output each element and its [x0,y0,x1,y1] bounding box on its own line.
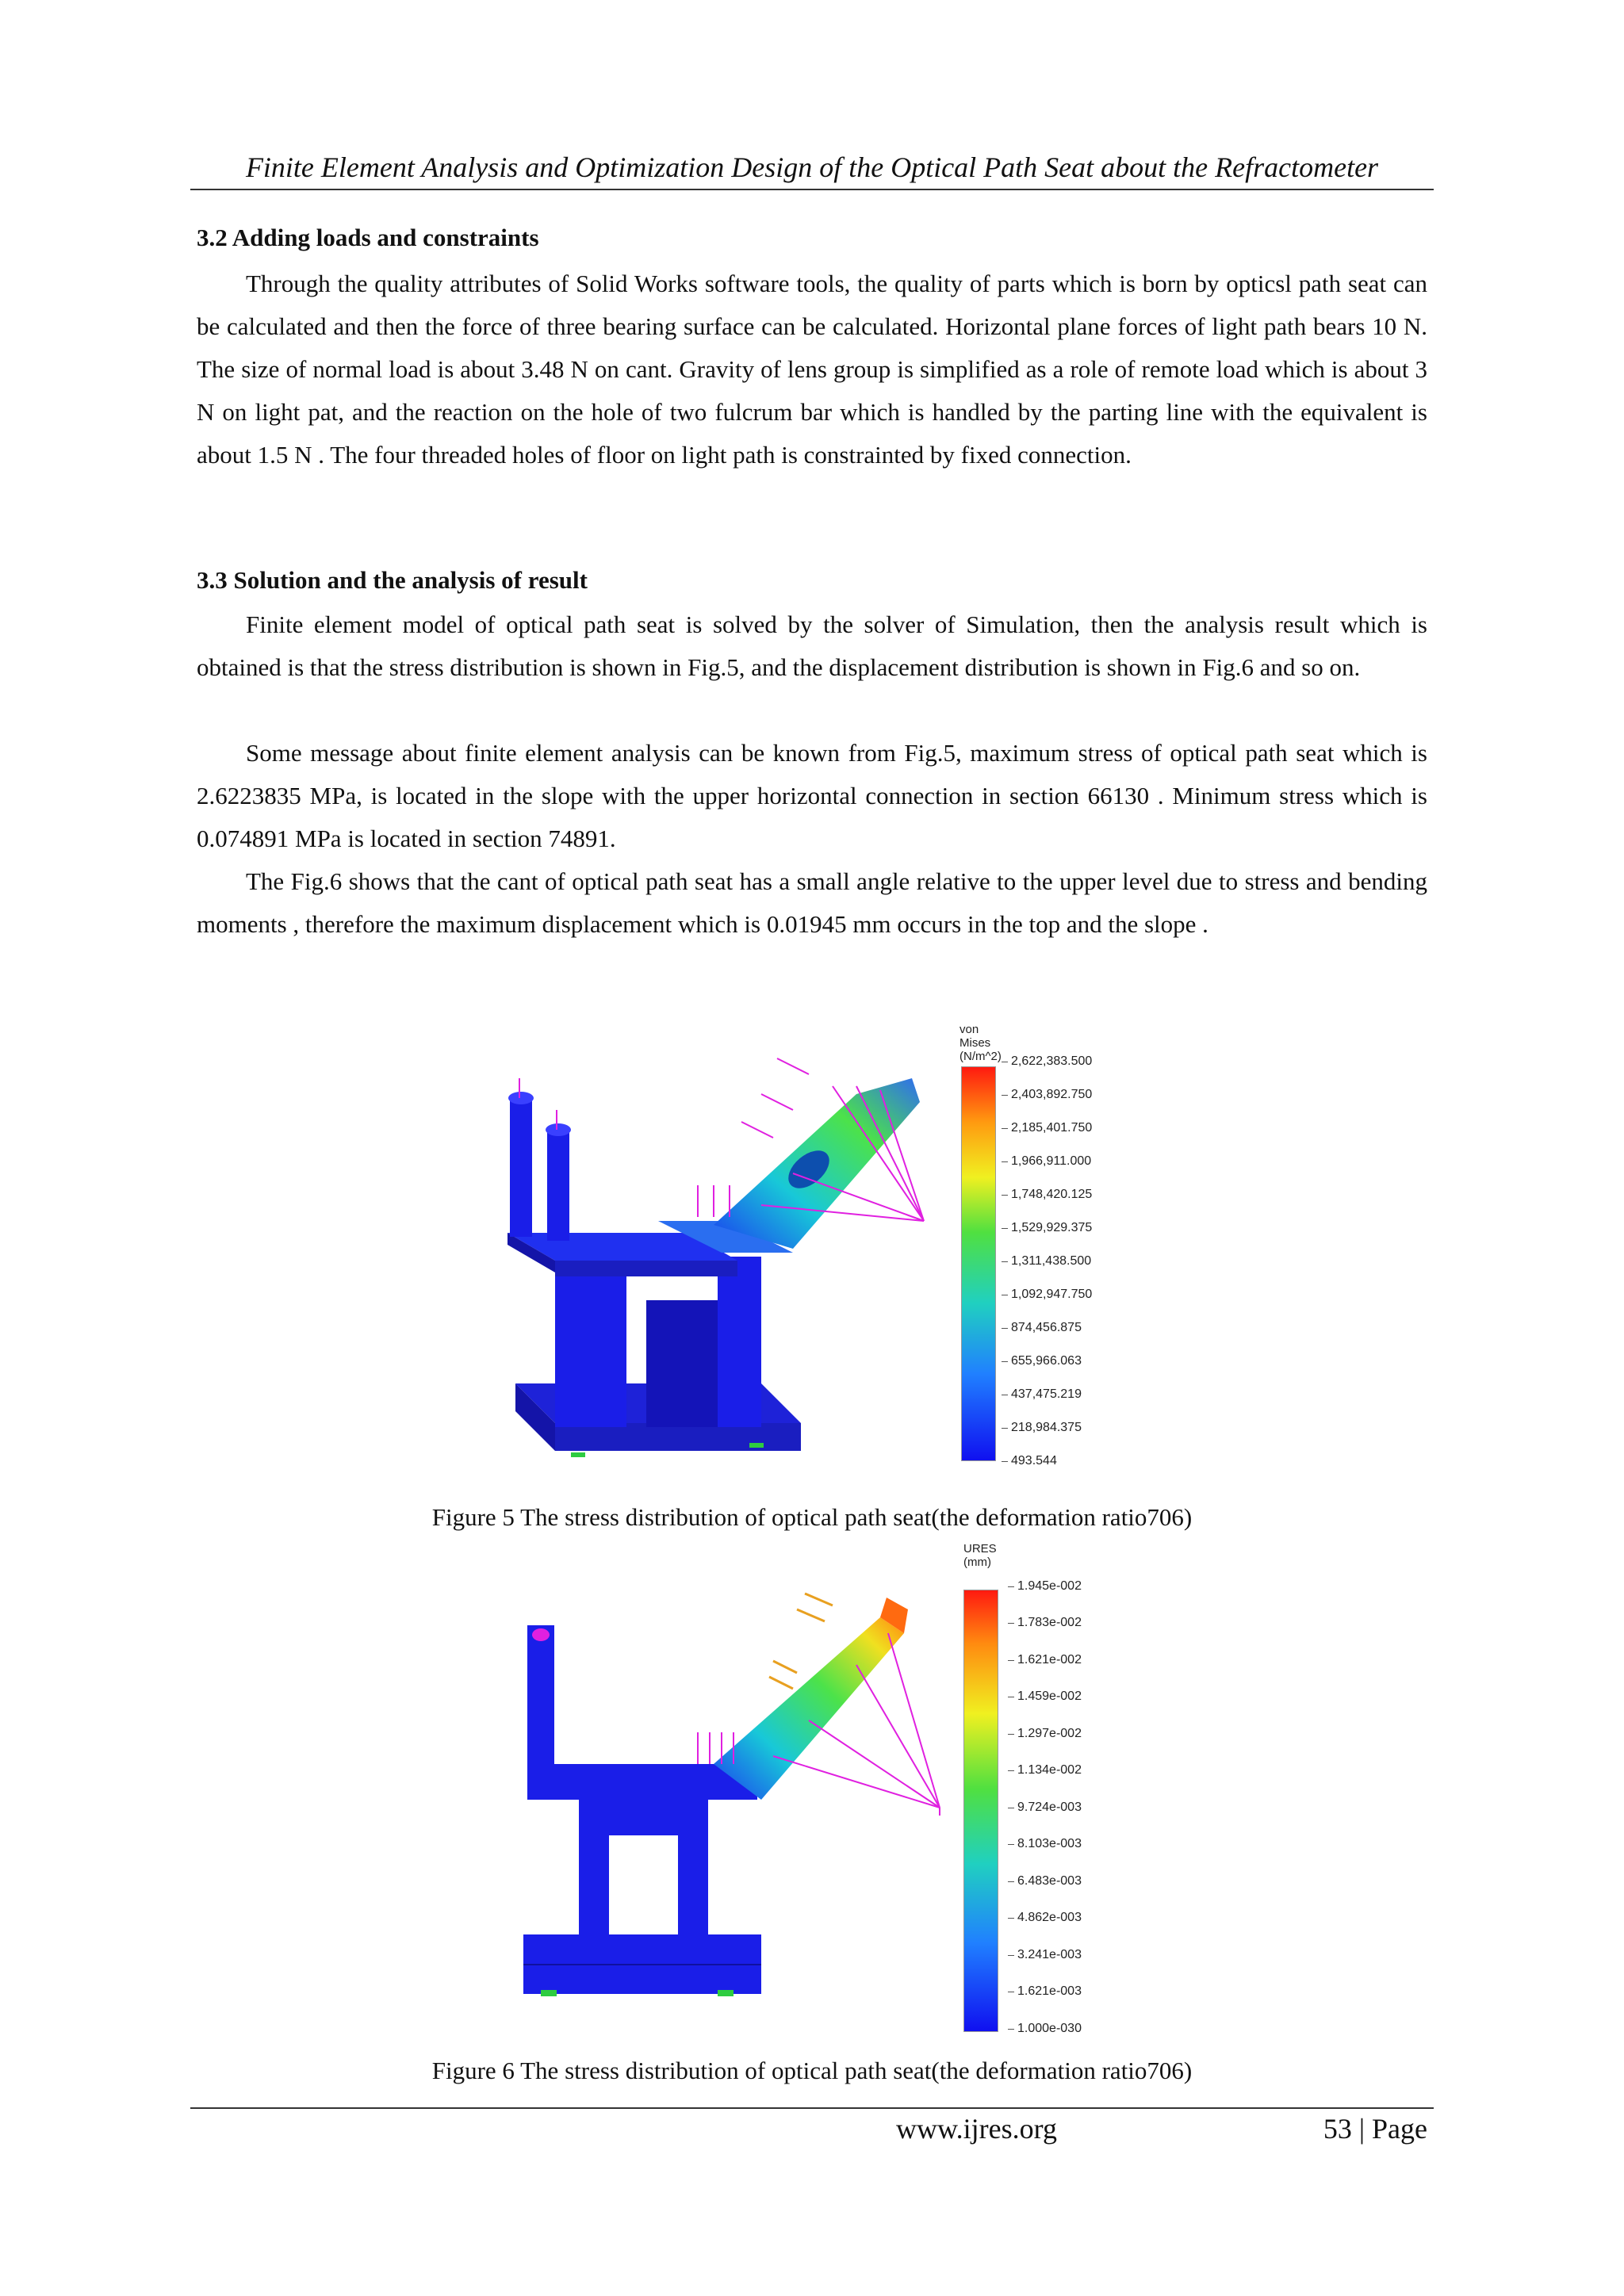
paragraph-3-2: Through the quality attributes of Solid Works software tools, the quality of parts which is born by opticsl path seat can be calculated and then the force of three bearing surface can be calculated. Horizontal plane forces of light path bears 10 N. The size of normal load is about 3.48 N on cant. Gravity of lens group is simplified as a role of remote load which is about 3 N on light pat, and the reaction on the hole of two fulcrum bar which is handled by the parting line with the equivalent is about 1.5 N . The four threaded holes of floor on light path is constrainted by fixed connection. [197,270,1427,469]
figure-6-legend-label: 1.000e-030 [1017,2022,1082,2035]
figure-5-legend-title: von Mises (N/m^2) [959,1023,1002,1063]
figure-6-legend-title: URES (mm) [963,1542,997,1569]
figure-6-legend-label: 9.724e-003 [1017,1800,1082,1814]
figure-6-legend-label: 1.783e-002 [1017,1616,1082,1629]
paragraph-3-3-a: Finite element model of optical path seat is solved by the solver of Simulation, then the analysis result which is obtained is that the stress distribution is shown in Fig.5, and the displacement distribution is shown in Fig.6 and so on. [197,610,1427,681]
figure-6-legend-label: 1.459e-002 [1017,1689,1082,1703]
footer-rule [190,2107,1434,2109]
figure-5-legend-label: 2,185,401.750 [1011,1121,1093,1135]
figure-6-color-bar [963,1590,998,2032]
figure-5-legend-label: 1,966,911.000 [1011,1154,1092,1168]
figure-5-legend-label: 1,748,420.125 [1011,1188,1093,1201]
figure-5-legend-label: 2,622,383.500 [1011,1054,1093,1068]
figure-5-legend-label: 2,403,892.750 [1011,1088,1093,1101]
figure-5-caption: Figure 5 The stress distribution of optical path seat(the deformation ratio706) [431,1503,1193,1531]
figure-5-legend-label: 1,092,947.750 [1011,1288,1093,1301]
figure-5-legend-label: 655,966.063 [1011,1354,1082,1368]
figure-6-legend-label: 1.945e-002 [1017,1579,1082,1593]
section-heading-3-2: 3.2 Adding loads and constraints [197,224,539,251]
paragraph-3-3-b: Some message about finite element analysis can be known from Fig.5, maximum stress of optical path seat which is 2.6223835 MPa, is located in the slope with the upper horizontal connection in section 66130 . Minimum stress which is 0.074891 MPa is located in section 74891. [197,739,1427,852]
figure-5-legend-label: 493.544 [1011,1454,1057,1468]
figure-6-legend-label: 4.862e-003 [1017,1911,1082,1924]
figure-6-legend-label: 1.621e-003 [1017,1984,1082,1998]
figure-6-legend-label: 8.103e-003 [1017,1837,1082,1850]
figure-5-legend-label: 1,311,438.500 [1011,1254,1092,1268]
figure-6-caption: Figure 6 The stress distribution of optical path seat(the deformation ratio706) [431,2057,1193,2084]
section-heading-3-3: 3.3 Solution and the analysis of result [197,566,588,594]
footer-page-number: 53 | Page [1323,2113,1427,2145]
figure-6-legend-label: 3.241e-003 [1017,1948,1082,1961]
figure-6-legend-label: 1.134e-002 [1017,1763,1082,1777]
paragraph-3-3-c: The Fig.6 shows that the cant of optical path seat has a small angle relative to the upper level due to stress and bending moments , therefore the maximum displacement which is 0.01945 mm occurs in the top and the slope . [197,867,1427,938]
figure-5-legend-label: 437,475.219 [1011,1387,1082,1401]
figure-6-legend-label: 1.621e-002 [1017,1653,1082,1667]
footer-website: www.ijres.org [896,2113,1057,2145]
figure-6-legend-label: 1.297e-002 [1017,1727,1082,1740]
figure-5-legend-label: 1,529,929.375 [1011,1221,1093,1234]
figure-5-legend-label: 218,984.375 [1011,1421,1082,1434]
running-header: Finite Element Analysis and Optimization Design of the Optical Path Seat about the Refractometer [245,151,1379,183]
figure-5-legend-label: 874,456.875 [1011,1321,1082,1334]
figure-6-legend-label: 6.483e-003 [1017,1874,1082,1888]
